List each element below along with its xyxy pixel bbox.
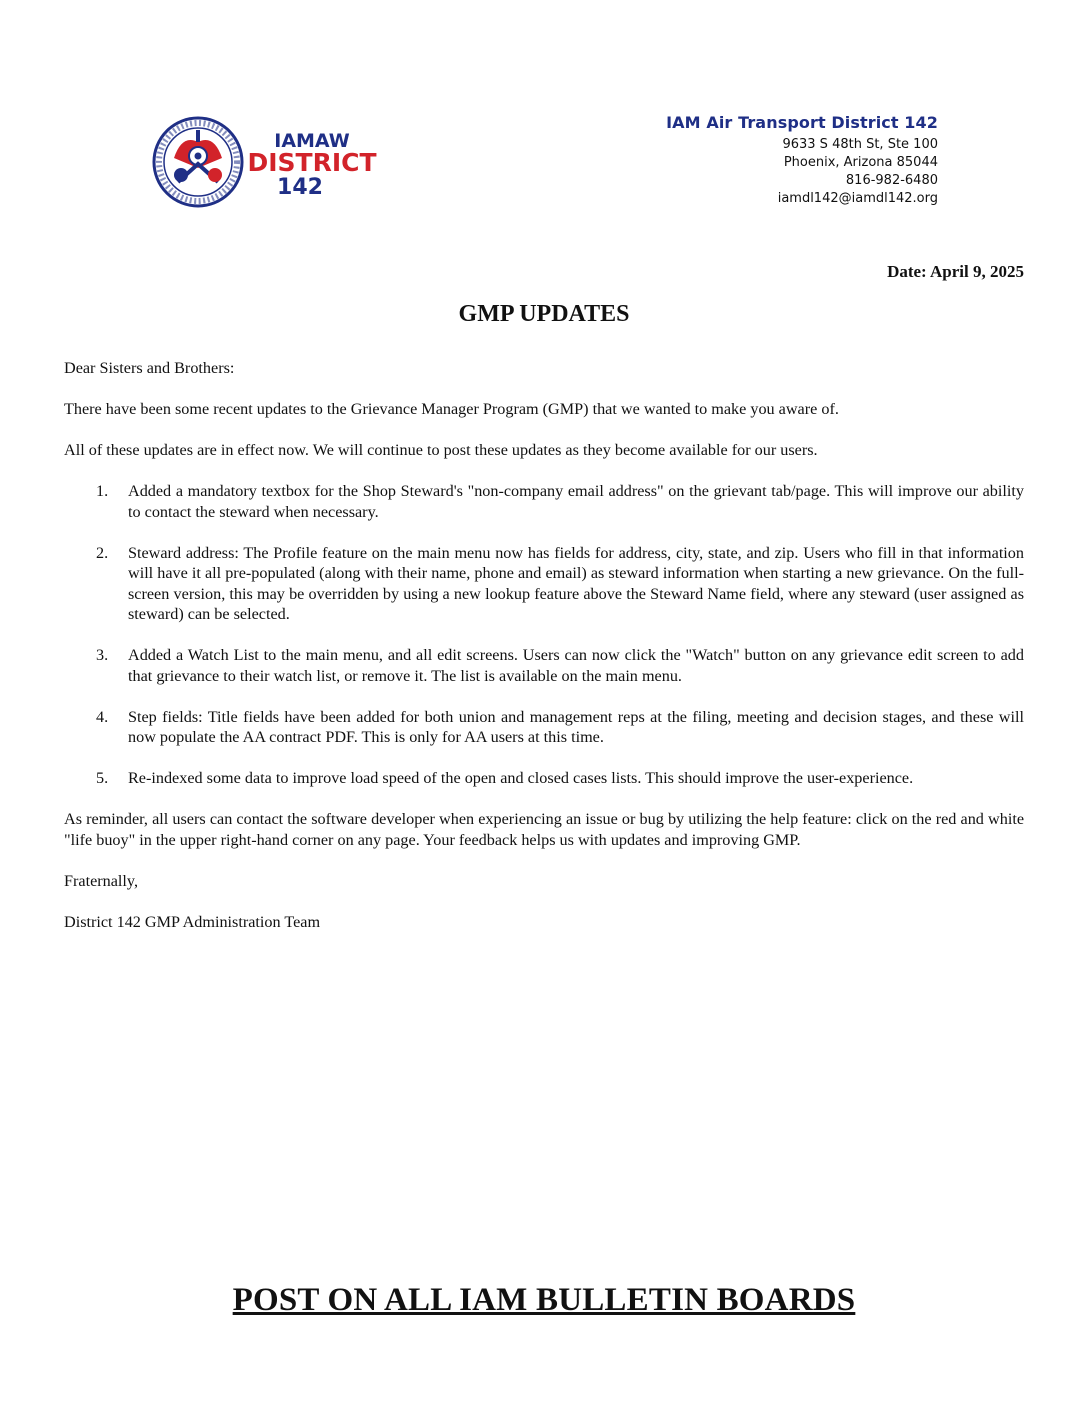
iam-seal-logo-icon (152, 112, 392, 212)
reminder-paragraph: As reminder, all users can contact the software developer when experiencing an issue or bug by utilizing the help feature: click on the red and white "life buoy" in the upper right-hand corner on any page. Your feedback helps us with updates and improving GMP. (64, 810, 1024, 849)
list-item-text: Added a mandatory textbox for the Shop Steward's "non-company email address" on the grievant tab/page. This will improve our ability to contact the steward when necessary. (128, 482, 1024, 521)
list-item-number: 5. (96, 769, 109, 787)
logo-wordmark-line3: 142 (277, 175, 323, 200)
footer-notice (0, 1282, 1088, 1319)
intro-paragraph-2: All of these updates are in effect now. We will continue to post these updates as they become available for our users. (64, 441, 818, 459)
org-phone: 816-982-6480 (845, 173, 938, 188)
salutation: Dear Sisters and Brothers: (64, 359, 235, 377)
list-item (64, 543, 1024, 625)
list-item-text: Re-indexed some data to improve load speed of the open and closed cases lists. This should improve the user-experience. (128, 769, 914, 787)
updates-list (64, 481, 1024, 789)
list-item-text: Added a Watch List to the main menu, and all edit screens. Users can now click the "Watch" button on any grievance edit screen to add that grievance to their watch list, or remove it. The list is available on the main menu. (128, 646, 1024, 685)
list-item (64, 645, 1024, 686)
footer-notice-text: POST ON ALL IAM BULLETIN BOARDS (232, 1282, 856, 1318)
document-body (64, 358, 1024, 953)
list-item (64, 707, 1024, 748)
district-logo (152, 112, 392, 212)
document-date: Date: April 9, 2025 (887, 262, 1024, 281)
list-item (64, 481, 1024, 522)
org-address-line2: Phoenix, Arizona 85044 (783, 155, 938, 170)
list-item-number: 3. (96, 646, 109, 664)
logo-wordmark-line1: IAMAW (274, 130, 350, 152)
intro-paragraph-1: There have been some recent updates to the Grievance Manager Program (GMP) that we wanted to make you aware of. (64, 400, 839, 418)
logo-wordmark-line2: DISTRICT (247, 148, 377, 177)
list-item-number: 4. (96, 707, 109, 726)
list-item-number: 2. (96, 543, 109, 562)
org-email: iamdl142@iamdl142.org (777, 191, 938, 206)
signature: District 142 GMP Administration Team (64, 912, 321, 931)
list-item-text: Steward address: The Profile feature on the main menu now has fields for address, city, state, and zip. Users who fill in that information will have it all pre-populated (along with their name, phone and email) as steward information when starting a new grievance. On the full-screen version, this may be overridden by using a new lookup feature above the Steward Name field, where any steward (user assigned as steward) can be selected. (128, 543, 1024, 623)
org-contact-block (666, 113, 938, 208)
list-item (64, 768, 1024, 789)
list-item-number: 1. (96, 482, 109, 500)
list-item-text: Step fields: Title fields have been added for both union and management reps at the filing, meeting and decision stages, and these will now populate the AA contract PDF. This is only for AA users at this time. (128, 707, 1024, 746)
closing: Fraternally, (64, 871, 139, 890)
org-address-line1: 9633 S 48th St, Ste 100 (782, 137, 938, 152)
org-name: IAM Air Transport District 142 (666, 113, 938, 132)
document-title: GMP UPDATES (458, 301, 630, 327)
